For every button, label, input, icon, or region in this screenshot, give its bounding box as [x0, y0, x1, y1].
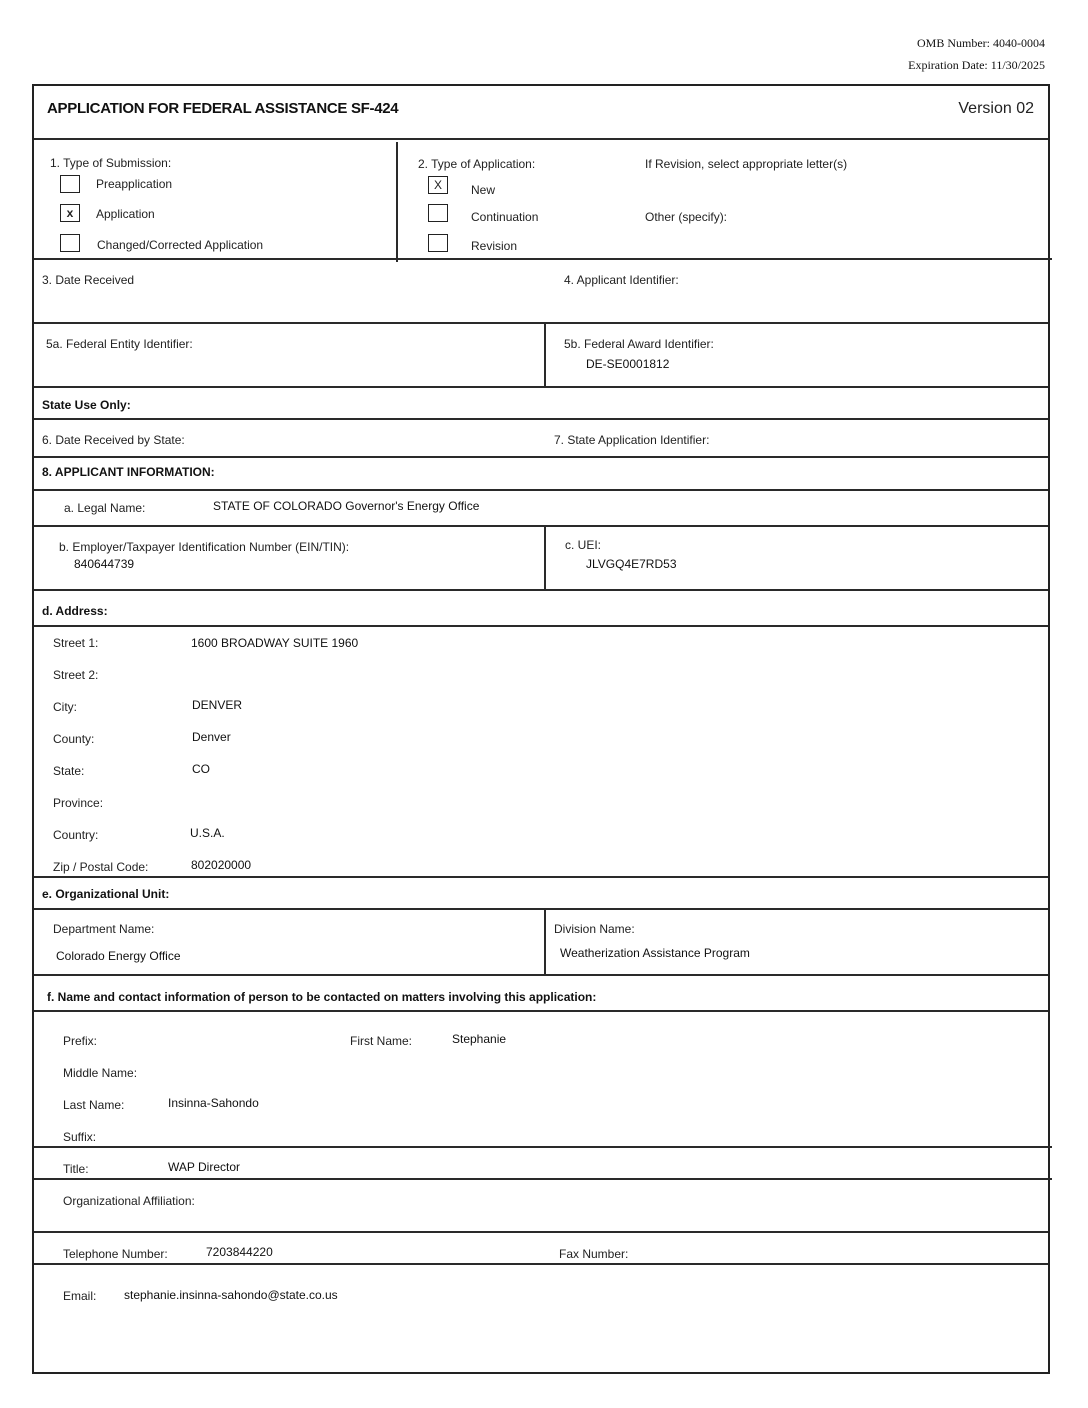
revision-checkbox[interactable] — [428, 234, 448, 252]
revision-label: Revision — [471, 239, 518, 253]
type-of-application-label: 2. Type of Application: — [418, 157, 536, 171]
sf424-form — [32, 84, 1050, 1374]
divider — [34, 1178, 1052, 1180]
city-label: City: — [53, 700, 77, 714]
legal-name-label: a. Legal Name: — [64, 501, 146, 515]
title-value: WAP Director — [168, 1160, 241, 1174]
divider — [34, 1146, 1052, 1148]
state-label: State: — [53, 764, 85, 778]
divider — [34, 876, 1048, 878]
middle-name-label: Middle Name: — [63, 1066, 138, 1080]
divider — [34, 138, 1048, 140]
telephone-label: Telephone Number: — [63, 1247, 168, 1261]
divider — [34, 525, 1048, 527]
email-label: Email: — [63, 1289, 97, 1303]
last-name-value: Insinna-Sahondo — [168, 1096, 259, 1110]
zip-label: Zip / Postal Code: — [53, 860, 149, 874]
date-received-by-state-label: 6. Date Received by State: — [42, 433, 185, 447]
changed-corrected-checkbox[interactable] — [60, 234, 80, 252]
applicant-information-heading: 8. APPLICANT INFORMATION: — [42, 465, 215, 479]
uei-value: JLVGQ4E7RD53 — [586, 557, 677, 571]
country-label: Country: — [53, 828, 99, 842]
legal-name-value: STATE OF COLORADO Governor's Energy Office — [213, 499, 480, 513]
form-title: APPLICATION FOR FEDERAL ASSISTANCE SF-424 — [47, 100, 399, 117]
uei-label: c. UEI: — [565, 538, 602, 552]
new-checkbox[interactable]: X — [428, 176, 448, 194]
changed-corrected-label: Changed/Corrected Application — [97, 238, 264, 252]
division-name-label: Division Name: — [554, 922, 635, 936]
state-value: CO — [192, 762, 210, 776]
continuation-label: Continuation — [471, 210, 539, 224]
division-name-value: Weatherization Assistance Program — [560, 946, 750, 960]
federal-award-identifier-label: 5b. Federal Award Identifier: — [564, 337, 714, 351]
divider — [34, 489, 1048, 491]
continuation-checkbox[interactable] — [428, 204, 448, 222]
country-value: U.S.A. — [190, 826, 225, 840]
federal-award-identifier-value: DE-SE0001812 — [586, 357, 670, 371]
organizational-unit-heading: e. Organizational Unit: — [42, 887, 170, 901]
divider — [34, 418, 1048, 420]
suffix-label: Suffix: — [63, 1130, 97, 1144]
street1-label: Street 1: — [53, 636, 99, 650]
telephone-value: 7203844220 — [206, 1245, 273, 1259]
form-version: Version 02 — [958, 100, 1034, 117]
divider — [34, 386, 1048, 388]
fax-label: Fax Number: — [559, 1247, 629, 1261]
divider — [34, 1010, 1048, 1012]
zip-value: 802020000 — [191, 858, 252, 872]
other-specify-label: Other (specify): — [645, 210, 728, 224]
province-label: Province: — [53, 796, 104, 810]
application-label: Application — [96, 207, 155, 221]
divider — [544, 910, 546, 974]
divider — [544, 324, 546, 386]
last-name-label: Last Name: — [63, 1098, 125, 1112]
department-name-label: Department Name: — [53, 922, 155, 936]
contact-heading: f. Name and contact information of person to be contacted on matters involving this application: — [47, 990, 597, 1004]
ein-label: b. Employer/Taxpayer Identification Number (EIN/TIN): — [59, 540, 350, 554]
new-label: New — [471, 183, 496, 197]
divider — [34, 974, 1048, 976]
divider — [396, 142, 398, 262]
street2-label: Street 2: — [53, 668, 99, 682]
county-label: County: — [53, 732, 95, 746]
type-of-submission-label: 1. Type of Submission: — [50, 156, 172, 170]
divider — [34, 258, 1052, 260]
divider — [34, 908, 1048, 910]
department-name-value: Colorado Energy Office — [56, 949, 181, 963]
first-name-label: First Name: — [350, 1034, 413, 1048]
expiration-date: Expiration Date: 11/30/2025 — [908, 58, 1045, 72]
federal-entity-identifier-label: 5a. Federal Entity Identifier: — [46, 337, 193, 351]
divider — [34, 625, 1048, 627]
divider — [34, 1263, 1048, 1265]
prefix-label: Prefix: — [63, 1034, 98, 1048]
city-value: DENVER — [192, 698, 243, 712]
state-application-identifier-label: 7. State Application Identifier: — [554, 433, 710, 447]
address-heading: d. Address: — [42, 604, 108, 618]
divider — [34, 589, 1048, 591]
email-value: stephanie.insinna-sahondo@state.co.us — [124, 1288, 338, 1302]
state-use-heading: State Use Only: — [42, 398, 131, 412]
organizational-affiliation-label: Organizational Affiliation: — [63, 1194, 195, 1208]
ein-value: 840644739 — [74, 557, 135, 571]
application-checkbox[interactable]: x — [60, 204, 80, 222]
applicant-identifier-label: 4. Applicant Identifier: — [564, 273, 679, 287]
omb-number: OMB Number: 4040-0004 — [917, 36, 1045, 50]
date-received-label: 3. Date Received — [42, 273, 135, 287]
county-value: Denver — [192, 730, 231, 744]
divider — [34, 1231, 1048, 1233]
title-label: Title: — [63, 1162, 89, 1176]
revision-letters-label: If Revision, select appropriate letter(s) — [645, 157, 848, 171]
preapplication-label: Preapplication — [96, 177, 173, 191]
preapplication-checkbox[interactable] — [60, 175, 80, 193]
street1-value: 1600 BROADWAY SUITE 1960 — [191, 636, 359, 650]
divider — [34, 456, 1048, 458]
divider — [544, 527, 546, 589]
divider — [34, 322, 1048, 324]
first-name-value: Stephanie — [452, 1032, 507, 1046]
